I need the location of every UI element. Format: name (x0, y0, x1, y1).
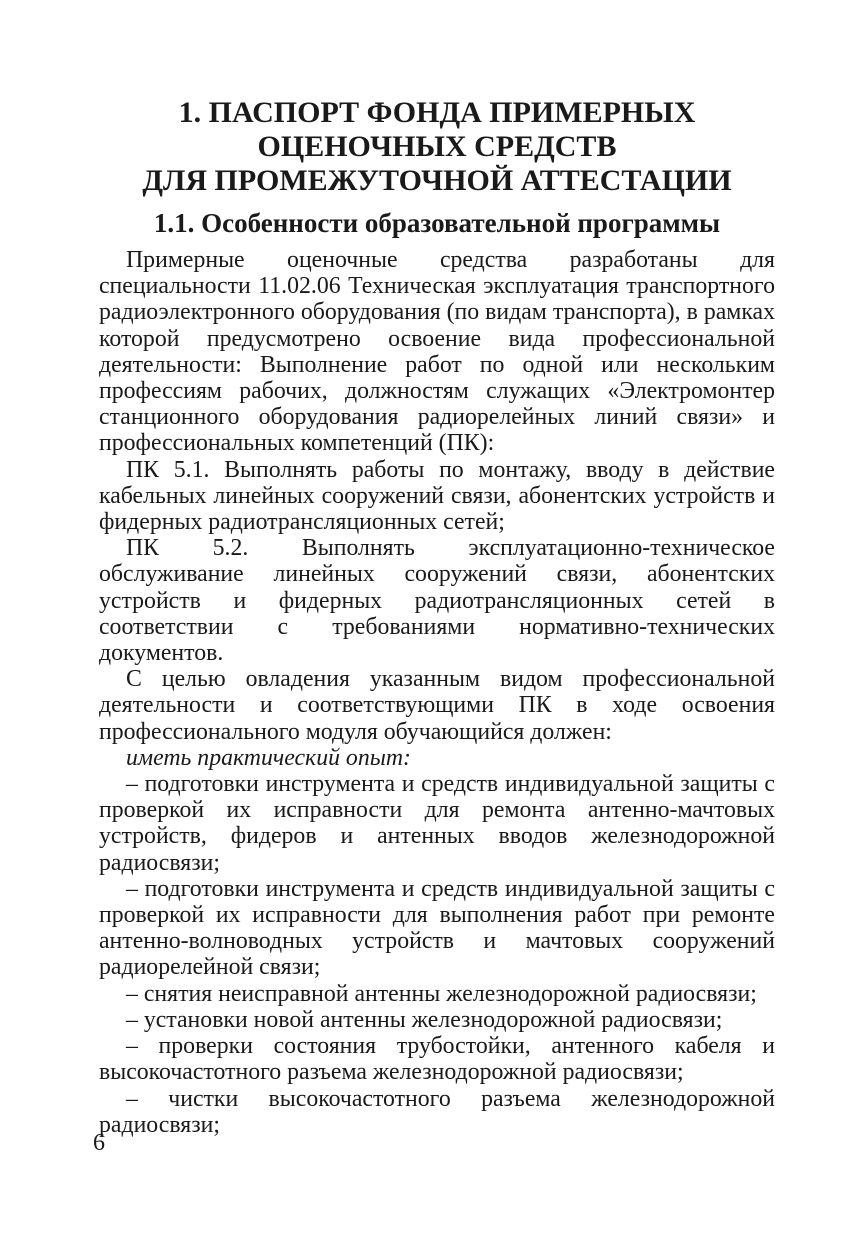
document-page (99, 96, 775, 1138)
body-text (99, 247, 775, 1138)
chapter-title-line: ОЦЕНОЧНЫХ СРЕДСТВ (257, 130, 617, 163)
list-item: – чистки высокочастотного разъема железнодорожной радиосвязи; (99, 1085, 775, 1138)
page-number: 6 (93, 1130, 105, 1156)
list-item: – снятия неисправной антенны железнодорожной радиосвязи; (126, 980, 757, 1007)
competency-paragraph: ПК 5.2. Выполнять эксплуатационно-техническое обслуживание линейных сооружений связи, абонентских устройств и фидерных радиотрансляционных сетей в соответствии с требованиями нормативно-технических документов. (99, 535, 775, 667)
list-item: – подготовки инструмента и средств индивидуальной защиты с проверкой их исправности для ремонта антенно-мачтовых устройств, фидеров и антенных вводов железнодорожной радиосвязи; (99, 771, 775, 876)
chapter-title (99, 96, 775, 198)
experience-heading: иметь практический опыт: (126, 744, 411, 771)
intro-paragraph: Примерные оценочные средства разработаны для специальности 11.02.06 Техническая эксплуатация транспортного радиоэлектронного оборудования (по видам транспорта), в рамках которой предусмотрено освоение вида профессиональной деятельности: Выполнение работ по одной или нескольким профессиям рабочих, должностям служащих «Электромонтер станционного оборудования радиорелейных линий связи» и профессиональных компетенций (ПК): (99, 247, 775, 457)
competency-paragraph: ПК 5.1. Выполнять работы по монтажу, вводу в действие кабельных линейных сооружений связи, абонентских устройств и фидерных радиотрансляционных сетей; (99, 456, 775, 536)
list-item: – подготовки инструмента и средств индивидуальной защиты с проверкой их исправности для выполнения работ при ремонте антенно-волноводных устройств и мачтовых сооружений радиорелейной связи; (99, 875, 775, 981)
list-item: – проверки состояния трубостойки, антенного кабеля и высокочастотного разъема железнодорожной радиосвязи; (99, 1033, 775, 1086)
list-item: – установки новой антенны железнодорожной радиосвязи; (126, 1006, 723, 1033)
goal-paragraph: С целью овладения указанным видом профессиональной деятельности и соответствующими ПК в ходе освоения профессионального модуля обучающийся должен: (99, 666, 775, 745)
section-title: 1.1. Особенности образовательной программы (153, 208, 721, 238)
chapter-title-line: ДЛЯ ПРОМЕЖУТОЧНОЙ АТТЕСТАЦИИ (142, 164, 732, 197)
chapter-title-line: 1. ПАСПОРТ ФОНДА ПРИМЕРНЫХ (178, 96, 696, 129)
